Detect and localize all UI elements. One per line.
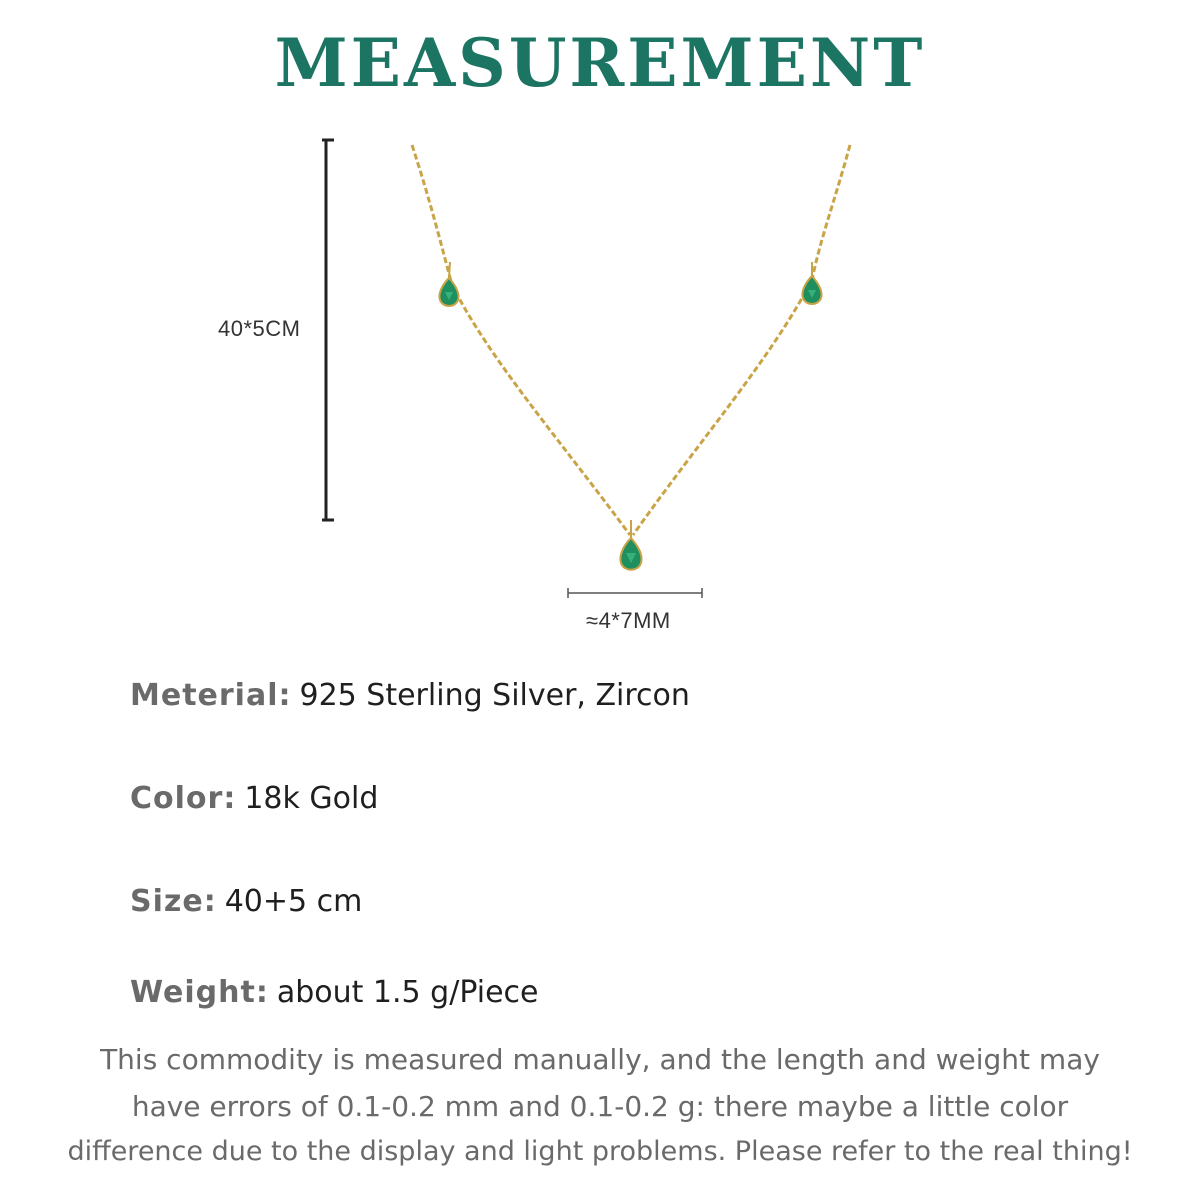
right-pendant-gem [802, 262, 821, 304]
spec-value: 925 Sterling Silver, Zircon [299, 678, 690, 713]
page-title: MEASUREMENT [274, 24, 926, 102]
length-label: 40*5CM [218, 316, 301, 341]
spec-key: Size: [130, 884, 217, 919]
disclaimer-line-3: difference due to the display and light problems. Please refer to the real thing! [67, 1136, 1133, 1167]
spec-color [130, 781, 378, 816]
disclaimer-line-1: This commodity is measured manually, and the length and weight may [100, 1043, 1100, 1076]
pendant-measure-line [568, 588, 702, 598]
spec-value: 40+5 cm [224, 884, 363, 919]
spec-size [130, 884, 362, 919]
length-measure-line [322, 140, 334, 520]
spec-key: Color: [130, 781, 237, 816]
pendant-size-label: ≈4*7MM [586, 608, 671, 633]
spec-value: 18k Gold [244, 781, 379, 816]
spec-value: about 1.5 g/Piece [276, 975, 539, 1010]
spec-key: Meterial: [130, 678, 292, 713]
spec-weight [130, 975, 539, 1010]
disclaimer-line-2: have errors of 0.1-0.2 mm and 0.1-0.2 g: there maybe a little color [131, 1090, 1069, 1123]
left-pendant-gem [439, 262, 458, 306]
necklace-chain [412, 145, 850, 535]
spec-key: Weight: [130, 975, 269, 1010]
spec-material [130, 678, 690, 713]
